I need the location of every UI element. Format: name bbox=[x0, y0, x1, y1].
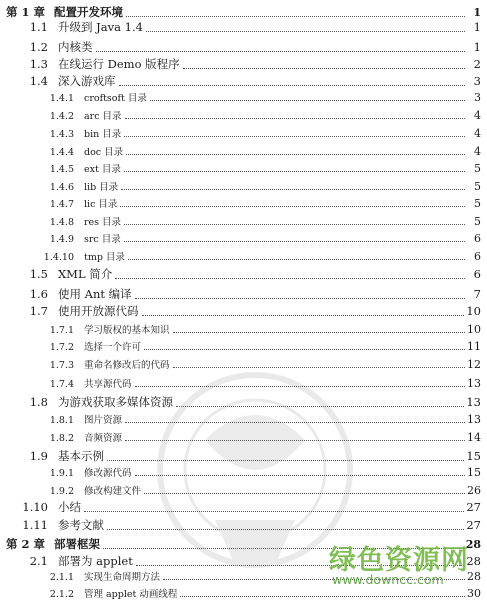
entry-page-number: 15 bbox=[467, 466, 481, 479]
dot-leader bbox=[96, 50, 466, 52]
dot-leader bbox=[146, 30, 465, 32]
section-entry bbox=[0, 303, 487, 319]
entry-page-number: 27 bbox=[466, 500, 481, 514]
entry-number: 1.5 bbox=[29, 267, 48, 281]
entry-number: 1.4.3 bbox=[49, 129, 74, 140]
entry-page-number: 27 bbox=[466, 518, 481, 532]
entry-number: 1.4.5 bbox=[49, 164, 74, 175]
entry-number: 1.4.1 bbox=[49, 93, 74, 104]
entry-title: 图片资源 bbox=[84, 415, 123, 426]
watermark-brand: 绿色资源网 bbox=[329, 545, 469, 576]
entry-title: 部署框架 bbox=[54, 537, 100, 551]
entry-title: ext 目录 bbox=[84, 164, 121, 175]
entry-page-number: 4 bbox=[474, 127, 481, 140]
entry-title: 小结 bbox=[58, 500, 81, 514]
entry-number: 1.9.1 bbox=[49, 468, 74, 479]
dot-leader bbox=[183, 67, 465, 69]
entry-number: 1.9.2 bbox=[49, 486, 74, 497]
entry-title: 深入游戏库 bbox=[58, 74, 116, 88]
entry-number: 1.9 bbox=[29, 449, 48, 463]
entry-page-number: 5 bbox=[474, 180, 481, 193]
entry-number: 1.3 bbox=[29, 57, 48, 71]
entry-page-number: 28 bbox=[465, 538, 481, 551]
entry-page-number: 5 bbox=[474, 215, 481, 228]
entry-title: 基本示例 bbox=[58, 449, 104, 463]
entry-title: doc 目录 bbox=[84, 147, 124, 158]
entry-title: 学习版权的基本知识 bbox=[84, 325, 170, 336]
dot-leader bbox=[115, 277, 465, 279]
dot-leader bbox=[124, 170, 465, 172]
entry-number: 1.6 bbox=[29, 287, 48, 301]
entry-number: 1.7.3 bbox=[49, 360, 74, 371]
dot-leader bbox=[135, 297, 465, 299]
dot-leader bbox=[173, 331, 465, 333]
entry-number: 2.1 bbox=[29, 554, 48, 568]
dot-leader bbox=[119, 84, 466, 86]
entry-title: 管理 applet 动画线程 bbox=[84, 589, 178, 600]
entry-title: 参考文献 bbox=[58, 518, 104, 532]
entry-number: 第 2 章 bbox=[6, 537, 46, 551]
entry-number: 1.4.9 bbox=[49, 234, 74, 245]
entry-page-number: 28 bbox=[466, 554, 481, 568]
entry-page-number: 3 bbox=[473, 74, 481, 88]
entry-number: 1.4.2 bbox=[49, 111, 74, 122]
subsection-entry bbox=[0, 144, 487, 158]
entry-title: XML 简介 bbox=[58, 267, 113, 281]
entry-page-number: 3 bbox=[474, 91, 481, 104]
section-entry bbox=[0, 39, 487, 55]
subsection-entry bbox=[0, 196, 487, 210]
entry-title: croftsoft 目录 bbox=[84, 93, 147, 104]
entry-number: 1.8.1 bbox=[49, 415, 74, 426]
dot-leader bbox=[128, 258, 465, 260]
entry-title: res 目录 bbox=[84, 217, 122, 228]
watermark-url: www.downcc.com bbox=[332, 572, 444, 587]
entry-page-number: 7 bbox=[473, 287, 481, 301]
entry-title: 音频资源 bbox=[84, 433, 123, 444]
subsection-entry bbox=[0, 322, 487, 336]
entry-title: 内核类 bbox=[58, 40, 93, 54]
entry-page-number: 28 bbox=[467, 570, 481, 583]
entry-number: 2.1.2 bbox=[49, 589, 74, 600]
section-entry bbox=[0, 266, 487, 282]
entry-number: 1.8 bbox=[29, 395, 48, 409]
entry-page-number: 10 bbox=[467, 323, 481, 336]
entry-number: 1.7.2 bbox=[49, 342, 74, 353]
chapter-entry bbox=[0, 4, 487, 20]
entry-title: arc 目录 bbox=[84, 111, 122, 122]
entry-title: tmp 目录 bbox=[84, 252, 125, 263]
dot-leader bbox=[124, 223, 465, 225]
entry-title: 为游戏获取多媒体资源 bbox=[58, 395, 173, 409]
entry-title: 实现生命周期方法 bbox=[84, 572, 161, 583]
entry-title: lic 目录 bbox=[84, 199, 118, 210]
entry-title: 修改源代码 bbox=[84, 468, 132, 479]
entry-page-number: 12 bbox=[467, 358, 481, 371]
subsection-entry bbox=[0, 161, 487, 175]
entry-number: 1.7.1 bbox=[49, 325, 74, 336]
subsection-entry bbox=[0, 126, 487, 140]
entry-title: 修改构建文件 bbox=[84, 486, 142, 497]
entry-number: 1.10 bbox=[22, 500, 48, 514]
entry-page-number: 11 bbox=[467, 340, 481, 353]
subsection-entry bbox=[0, 249, 487, 263]
entry-page-number: 2 bbox=[473, 57, 481, 71]
entry-page-number: 1 bbox=[473, 40, 481, 54]
entry-title: 使用开放源代码 bbox=[58, 304, 139, 318]
entry-page-number: 6 bbox=[473, 267, 481, 281]
entry-number: 第 1 章 bbox=[6, 5, 46, 19]
entry-title: 共享源代码 bbox=[84, 379, 132, 390]
entry-number: 2.1.1 bbox=[49, 572, 74, 583]
dot-leader bbox=[142, 314, 465, 316]
entry-page-number: 6 bbox=[474, 250, 481, 263]
section-entry bbox=[0, 56, 487, 72]
entry-number: 1.11 bbox=[22, 518, 48, 532]
entry-title: 在线运行 Demo 版程序 bbox=[58, 57, 180, 71]
entry-page-number: 5 bbox=[474, 197, 481, 210]
entry-number: 1.4.4 bbox=[49, 147, 74, 158]
dot-leader bbox=[124, 135, 465, 137]
entry-number: 1.4 bbox=[29, 74, 48, 88]
entry-title: lib 目录 bbox=[84, 182, 119, 193]
entry-page-number: 13 bbox=[466, 395, 481, 409]
entry-title: 升级到 Java 1.4 bbox=[58, 20, 143, 34]
entry-page-number: 5 bbox=[474, 162, 481, 175]
entry-number: 1.4.6 bbox=[49, 182, 74, 193]
subsection-entry bbox=[0, 179, 487, 193]
entry-number: 1.7.4 bbox=[49, 379, 74, 390]
entry-page-number: 1 bbox=[473, 20, 481, 34]
entry-page-number: 4 bbox=[474, 109, 481, 122]
entry-title: 选择一个许可 bbox=[84, 342, 142, 353]
entry-page-number: 1 bbox=[473, 6, 481, 19]
entry-title: src 目录 bbox=[84, 234, 121, 245]
dot-leader bbox=[150, 99, 465, 101]
entry-number: 1.4.8 bbox=[49, 217, 74, 228]
entry-title: 使用 Ant 编译 bbox=[58, 287, 132, 301]
subsection-entry bbox=[0, 231, 487, 245]
entry-page-number: 30 bbox=[467, 587, 481, 600]
dot-leader bbox=[126, 153, 465, 155]
dot-leader bbox=[125, 117, 465, 119]
section-entry bbox=[0, 286, 487, 302]
entry-number: 1.7 bbox=[29, 304, 48, 318]
dot-leader bbox=[126, 15, 465, 17]
entry-page-number: 13 bbox=[467, 377, 481, 390]
dot-leader bbox=[120, 205, 465, 207]
entry-title: bin 目录 bbox=[84, 129, 122, 140]
entry-page-number: 26 bbox=[467, 484, 481, 497]
entry-title: 部署为 applet bbox=[58, 554, 133, 568]
entry-page-number: 14 bbox=[467, 431, 481, 444]
subsection-entry bbox=[0, 214, 487, 228]
dot-leader bbox=[121, 188, 465, 190]
entry-page-number: 4 bbox=[474, 145, 481, 158]
entry-number: 1.1 bbox=[29, 20, 48, 34]
entry-title: 配置开发环境 bbox=[54, 5, 123, 19]
entry-page-number: 13 bbox=[467, 413, 481, 426]
entry-page-number: 15 bbox=[466, 449, 481, 463]
entry-number: 1.8.2 bbox=[49, 433, 74, 444]
entry-number: 1.2 bbox=[29, 40, 48, 54]
dot-leader bbox=[124, 240, 465, 242]
subsection-entry bbox=[0, 108, 487, 122]
section-entry bbox=[0, 19, 487, 35]
section-entry bbox=[0, 73, 487, 89]
entry-page-number: 10 bbox=[466, 304, 481, 318]
subsection-entry bbox=[0, 90, 487, 104]
entry-number: 1.4.7 bbox=[49, 199, 74, 210]
entry-number: 1.4.10 bbox=[43, 252, 74, 263]
entry-page-number: 6 bbox=[474, 232, 481, 245]
entry-title: 重命名修改后的代码 bbox=[84, 360, 170, 371]
